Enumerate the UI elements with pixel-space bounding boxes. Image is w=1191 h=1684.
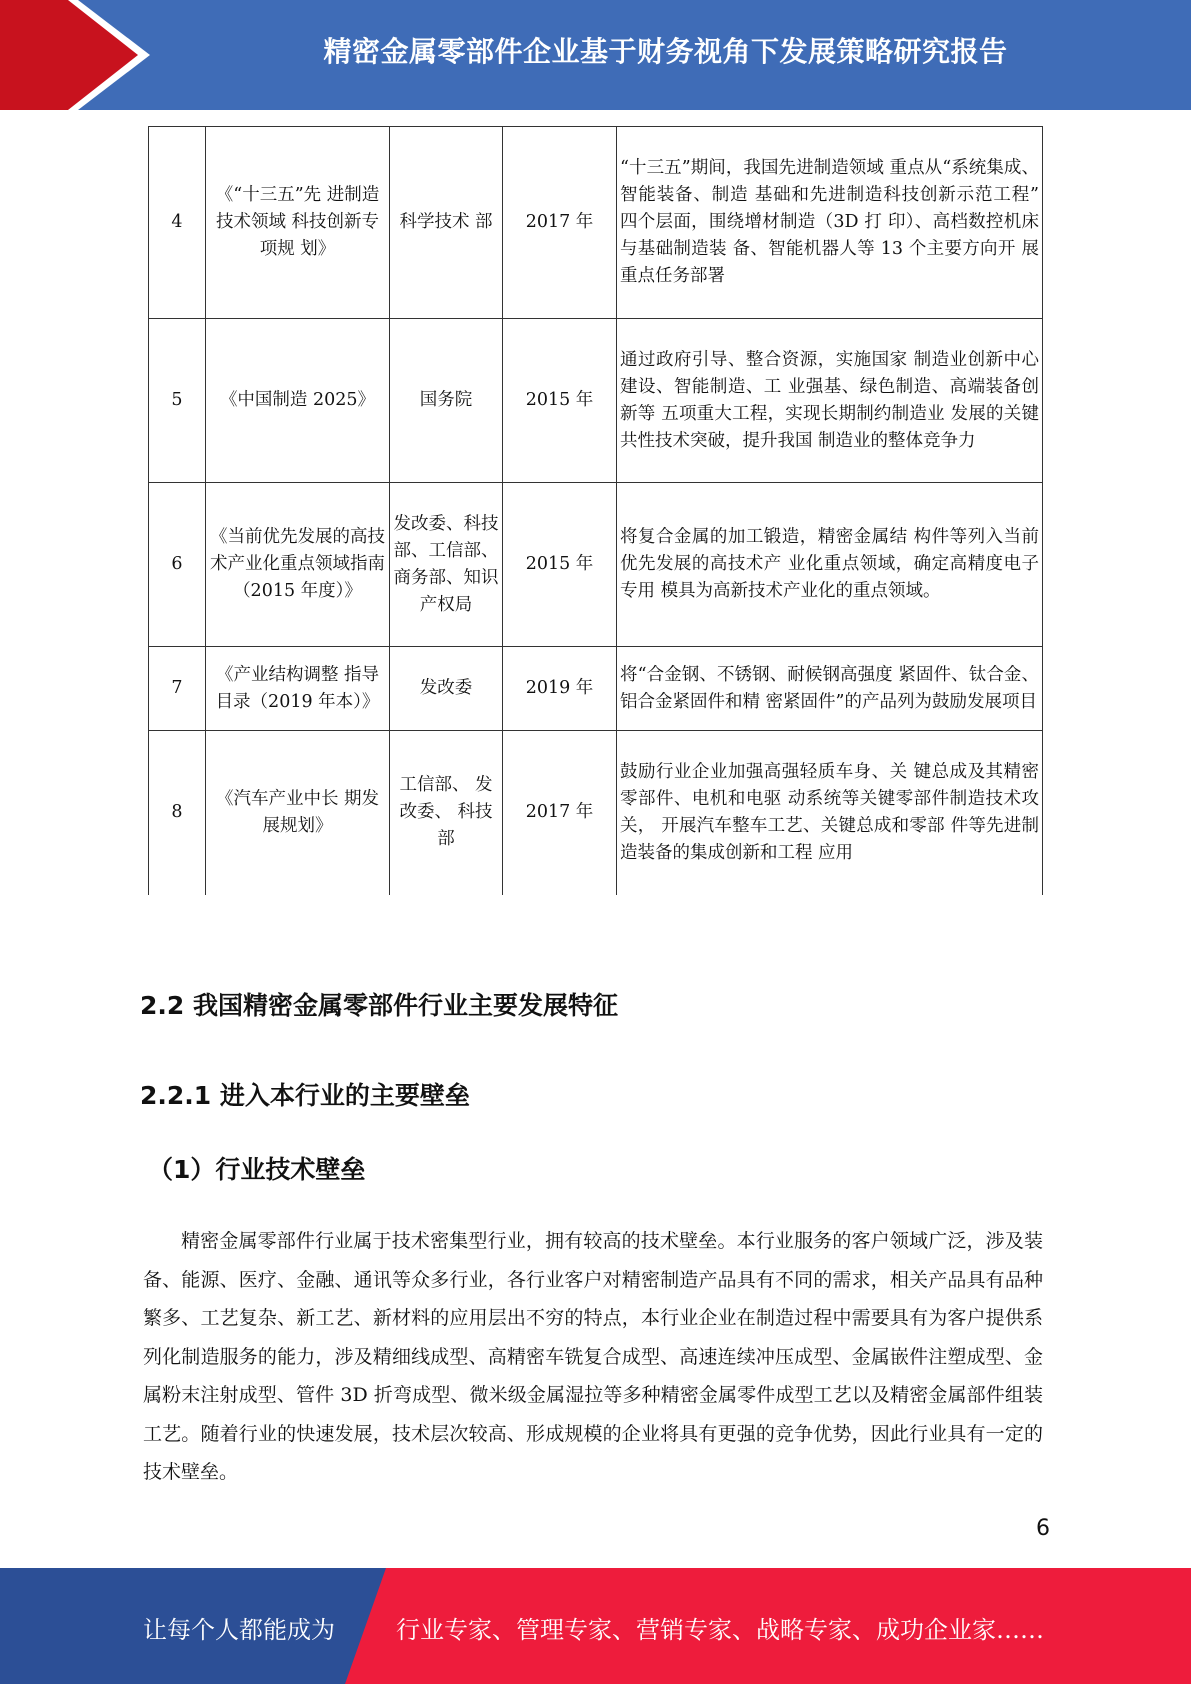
row-number: 6 bbox=[149, 483, 206, 647]
issue-year: 2015 年 bbox=[503, 483, 617, 647]
body-paragraph: 精密金属零部件行业属于技术密集型行业，拥有较高的技术壁垒。本行业服务的客户领域广泛，涉及装备、能源、医疗、金融、通讯等众多行业，各行业客户对精密制造产品具有不同的需求，相关产品具有品种繁多、工艺复杂、新工艺、新材料的应用层出不穷的特点，本行业企业在制造过程中需要具有为客户提供系列化制造服务的能力，涉及精细线成型、高精密车铣复合成型、高速连续冲压成型、金属嵌件注塑成型、金属粉末注射成型、管件 3D 折弯成型、微米级金属湿拉等多种精密金属零件成型工艺以及精密金属部件组装工艺。随着行业的快速发展，技术层次较高、形成规模的企业将具有更强的竞争优势，因此行业具有一定的技术壁垒。 bbox=[143, 1230, 1043, 1483]
issuing-department: 科学技术 部 bbox=[390, 127, 503, 319]
policy-name: 《产业结构调整 指导目录（2019 年本）》 bbox=[206, 647, 390, 731]
report-title: 精密金属零部件企业基于财务视角下发展策略研究报告 bbox=[323, 35, 1008, 68]
policy-table bbox=[148, 126, 1043, 895]
subsection-heading: 2.2.1 进入本行业的主要壁垒 bbox=[140, 1081, 470, 1110]
row-number: 7 bbox=[149, 647, 206, 731]
policy-content: 鼓励行业企业加强高强轻质车身、关 键总成及其精密零部件、电机和电驱 动系统等关键零部件制造技术攻关， 开展汽车整车工艺、关键总成和零部 件等先进制造装备的集成创新和工程 应用 bbox=[617, 731, 1043, 895]
header-red-arrow bbox=[0, 0, 150, 110]
policy-content: 将“合金钢、不锈钢、耐候钢高强度 紧固件、钛合金、铝合金紧固件和精 密紧固件”的产品列为鼓励发展项目 bbox=[617, 647, 1043, 731]
issuing-department: 发改委 bbox=[390, 647, 503, 731]
page-number: 6 bbox=[1036, 1516, 1050, 1541]
table-row bbox=[149, 319, 1043, 483]
issue-year: 2017 年 bbox=[503, 127, 617, 319]
policy-content: 将复合金属的加工锻造，精密金属结 构件等列入当前优先发展的高技术产 业化重点领域，确定高精度电子专用 模具为高新技术产业化的重点领域。 bbox=[617, 483, 1043, 647]
issuing-department: 发改委、科技部、工信部、商务部、知识产权局 bbox=[390, 483, 503, 647]
issue-year: 2017 年 bbox=[503, 731, 617, 895]
table-row bbox=[149, 127, 1043, 319]
issue-year: 2019 年 bbox=[503, 647, 617, 731]
issuing-department: 国务院 bbox=[390, 319, 503, 483]
issue-year: 2015 年 bbox=[503, 319, 617, 483]
footer-slogan-right: 行业专家、管理专家、营销专家、战略专家、成功企业家…… bbox=[396, 1616, 1044, 1644]
row-number: 5 bbox=[149, 319, 206, 483]
policy-content: 通过政府引导、整合资源，实施国家 制造业创新中心建设、智能制造、工 业强基、绿色制造、高端装备创新等 五项重大工程，实现长期制约制造业 发展的关键共性技术突破，提升我国 制造业的整体竞争力 bbox=[617, 319, 1043, 483]
policy-name: 《中国制造 2025》 bbox=[206, 319, 390, 483]
subsubsection-heading: （1）行业技术壁垒 bbox=[148, 1155, 366, 1184]
issuing-department: 工信部、 发改委、 科技部 bbox=[390, 731, 503, 895]
footer-slogan-left: 让每个人都能成为 bbox=[143, 1616, 335, 1644]
policy-name: 《“十三五”先 进制造技术领域 科技创新专项规 划》 bbox=[206, 127, 390, 319]
table-row bbox=[149, 483, 1043, 647]
row-number: 4 bbox=[149, 127, 206, 319]
section-heading: 2.2 我国精密金属零部件行业主要发展特征 bbox=[140, 991, 618, 1020]
table-row bbox=[149, 731, 1043, 895]
table-row bbox=[149, 647, 1043, 731]
policy-name: 《汽车产业中长 期发展规划》 bbox=[206, 731, 390, 895]
policy-content: “十三五”期间，我国先进制造领域 重点从“系统集成、智能装备、制造 基础和先进制造科技创新示范工程” 四个层面，围绕增材制造（3D 打 印）、高档数控机床与基础制造装 备、智能机器人等 13 个主要方向开 展重点任务部署 bbox=[617, 127, 1043, 319]
policy-name: 《当前优先发展的高技术产业化重点领域指南（2015 年度）》 bbox=[206, 483, 390, 647]
row-number: 8 bbox=[149, 731, 206, 895]
